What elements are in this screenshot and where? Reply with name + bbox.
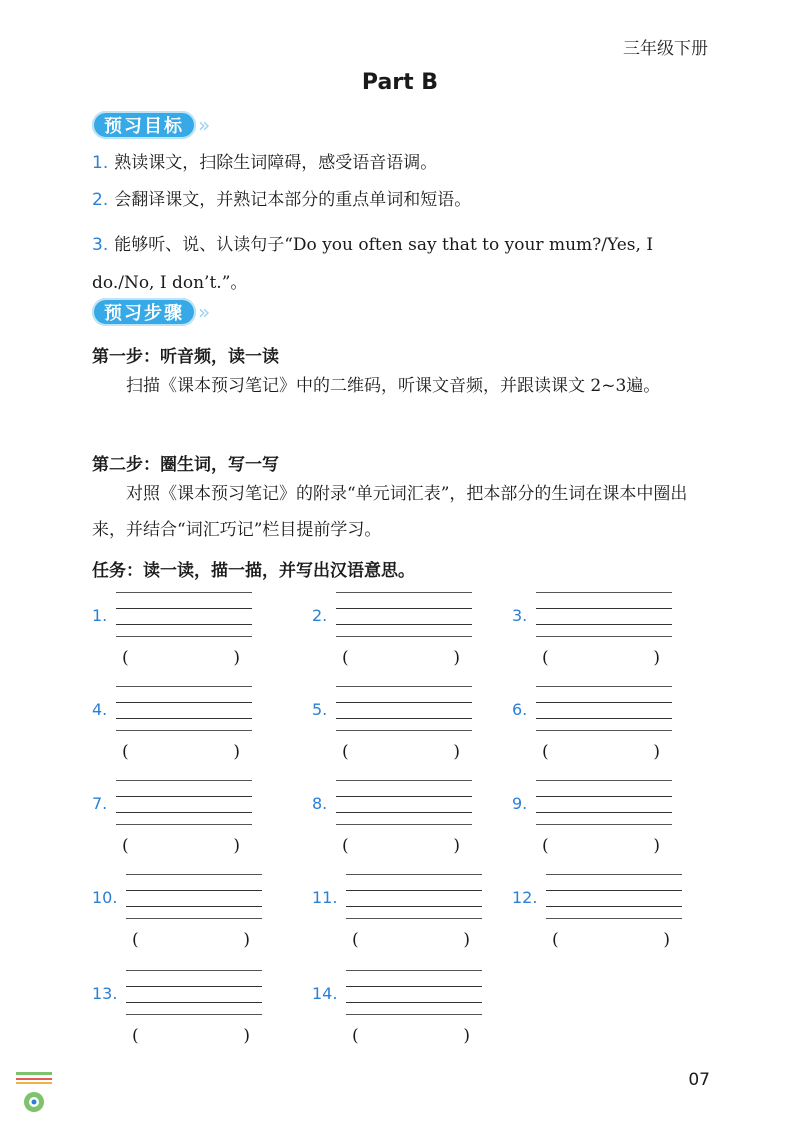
writing-lines[interactable] <box>336 778 472 824</box>
exercise-item <box>92 590 262 686</box>
goal-item-3 <box>92 226 717 302</box>
exercise-item <box>512 590 682 686</box>
paren-close: ) <box>233 742 240 762</box>
goal-item-1 <box>92 152 722 174</box>
exercise-item <box>92 968 262 1064</box>
page-number: 07 <box>688 1070 710 1090</box>
exercise-number: 14. <box>312 984 338 1003</box>
writing-lines[interactable] <box>536 590 672 636</box>
step2-body: 对照《课本预习笔记》的附录“单元词汇表”，把本部分的生词在课本中圈出来，并结合“词汇巧记”栏目提前学习。 <box>92 484 688 540</box>
exercise-item <box>312 872 482 968</box>
exercise-number: 2. <box>312 606 328 625</box>
exercise-number: 6. <box>512 700 528 719</box>
paren-open: ( <box>342 742 349 762</box>
writing-lines[interactable] <box>336 684 472 730</box>
exercise-number: 10. <box>92 888 118 907</box>
paren-open: ( <box>122 648 129 668</box>
writing-lines[interactable] <box>126 968 262 1014</box>
exercise-item <box>92 872 262 968</box>
meaning-answer-blank[interactable] <box>352 1026 470 1046</box>
goal-text: 会翻译课文，并熟记本部分的重点单词和短语。 <box>114 190 472 210</box>
exercise-number: 12. <box>512 888 538 907</box>
paren-open: ( <box>342 836 349 856</box>
meaning-answer-blank[interactable] <box>342 648 460 668</box>
meaning-answer-blank[interactable] <box>342 836 460 856</box>
writing-lines[interactable] <box>346 968 482 1014</box>
paren-close: ) <box>243 930 250 950</box>
meaning-answer-blank[interactable] <box>542 836 660 856</box>
step1-title: 第一步：听音频，读一读 <box>92 347 279 367</box>
grade-label: 三年级下册 <box>623 39 708 59</box>
paren-open: ( <box>542 742 549 762</box>
paren-open: ( <box>552 930 559 950</box>
paren-open: ( <box>542 836 549 856</box>
paren-close: ) <box>453 836 460 856</box>
exercise-number: 9. <box>512 794 528 813</box>
goal-item-2 <box>92 189 722 211</box>
goal-text: 能够听、说、认读句子“Do you often say that to your mum?/Yes, I do./No, I don’t.”。 <box>92 235 654 293</box>
meaning-answer-blank[interactable] <box>552 930 670 950</box>
paren-close: ) <box>663 930 670 950</box>
meaning-answer-blank[interactable] <box>122 648 240 668</box>
publisher-logo-icon <box>14 1070 54 1118</box>
exercise-item <box>512 872 682 968</box>
exercise-number: 4. <box>92 700 108 719</box>
meaning-answer-blank[interactable] <box>132 1026 250 1046</box>
goals-badge: 预习目标 <box>92 111 196 139</box>
writing-lines[interactable] <box>126 872 262 918</box>
step1-body: 扫描《课本预习笔记》中的二维码，听课文音频，并跟读课文 2~3遍。 <box>126 376 661 396</box>
paren-close: ) <box>653 836 660 856</box>
paren-close: ) <box>653 648 660 668</box>
exercise-number: 13. <box>92 984 118 1003</box>
paren-close: ) <box>233 648 240 668</box>
goal-text: 熟读课文，扫除生词障碍，感受语音语调。 <box>114 153 438 173</box>
meaning-answer-blank[interactable] <box>132 930 250 950</box>
writing-lines[interactable] <box>546 872 682 918</box>
exercise-item <box>92 778 262 874</box>
paren-open: ( <box>132 930 139 950</box>
paren-open: ( <box>122 742 129 762</box>
exercise-number: 1. <box>92 606 108 625</box>
exercise-item <box>312 968 482 1064</box>
writing-lines[interactable] <box>116 684 252 730</box>
steps-badge: 预习步骤 <box>92 298 196 326</box>
meaning-answer-blank[interactable] <box>542 648 660 668</box>
paren-close: ) <box>463 1026 470 1046</box>
writing-lines[interactable] <box>536 778 672 824</box>
steps-header <box>92 297 210 327</box>
exercise-number: 8. <box>312 794 328 813</box>
meaning-answer-blank[interactable] <box>542 742 660 762</box>
exercise-item <box>312 590 482 686</box>
exercise-number: 7. <box>92 794 108 813</box>
exercise-item <box>512 684 682 780</box>
paren-open: ( <box>352 1026 359 1046</box>
goals-header <box>92 110 210 140</box>
paren-close: ) <box>453 648 460 668</box>
task-title: 任务：读一读，描一描，并写出汉语意思。 <box>92 561 415 581</box>
exercise-number: 3. <box>512 606 528 625</box>
meaning-answer-blank[interactable] <box>352 930 470 950</box>
meaning-answer-blank[interactable] <box>342 742 460 762</box>
goal-number: 2. <box>92 190 109 210</box>
exercise-item <box>312 684 482 780</box>
writing-lines[interactable] <box>536 684 672 730</box>
writing-lines[interactable] <box>336 590 472 636</box>
paren-close: ) <box>453 742 460 762</box>
page-title: Part B <box>361 70 439 95</box>
exercise-item <box>312 778 482 874</box>
writing-lines[interactable] <box>116 590 252 636</box>
meaning-answer-blank[interactable] <box>122 836 240 856</box>
paren-open: ( <box>342 648 349 668</box>
exercise-number: 11. <box>312 888 338 907</box>
paren-open: ( <box>122 836 129 856</box>
paren-open: ( <box>352 930 359 950</box>
writing-lines[interactable] <box>116 778 252 824</box>
paren-close: ) <box>243 1026 250 1046</box>
chevron-right-icon: » <box>198 300 211 324</box>
paren-close: ) <box>653 742 660 762</box>
paren-close: ) <box>463 930 470 950</box>
step2-title: 第二步：圈生词，写一写 <box>92 455 279 475</box>
writing-lines[interactable] <box>346 872 482 918</box>
exercise-number: 5. <box>312 700 328 719</box>
paren-close: ) <box>233 836 240 856</box>
exercise-item <box>512 778 682 874</box>
paren-open: ( <box>132 1026 139 1046</box>
meaning-answer-blank[interactable] <box>122 742 240 762</box>
chevron-right-icon: » <box>198 113 211 137</box>
goal-number: 1. <box>92 153 109 173</box>
paren-open: ( <box>542 648 549 668</box>
exercise-item <box>92 684 262 780</box>
goal-number: 3. <box>92 235 109 255</box>
